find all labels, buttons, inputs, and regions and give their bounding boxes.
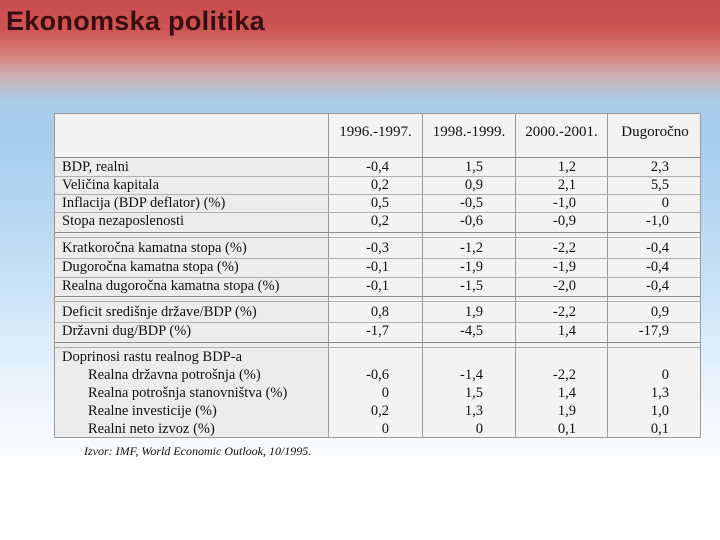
- row-label: Inflacija (BDP deflator) (%): [62, 195, 226, 211]
- cell-value: 0,8: [370, 304, 389, 320]
- cell-value: 0,1: [557, 421, 576, 437]
- row-label: Veličina kapitala: [62, 177, 160, 193]
- cell-value: 0,2: [370, 403, 389, 419]
- cell-value: 1,3: [650, 385, 669, 401]
- cell-value: 0,5: [370, 195, 389, 211]
- table-row: [55, 277, 700, 295]
- cell-value: -1,2: [460, 240, 483, 256]
- column-header: 2000.-2001.: [525, 124, 598, 140]
- cell-value: -0,3: [366, 240, 389, 256]
- row-label: Deficit središnje države/BDP (%): [62, 304, 257, 320]
- table-row: [55, 384, 700, 402]
- economic-indicators-table: [54, 113, 701, 438]
- cell-value: 1,0: [650, 403, 669, 419]
- cell-value: -0,1: [366, 278, 389, 294]
- table-row: [55, 158, 700, 176]
- table-row: [55, 366, 700, 384]
- source-note: Izvor: IMF, World Economic Outlook, 10/1995.: [84, 444, 312, 458]
- cell-value: -2,2: [553, 304, 576, 320]
- cell-value: 0,9: [464, 177, 483, 193]
- cell-value: -0,6: [460, 213, 483, 229]
- table-row: [55, 258, 700, 276]
- row-label: Realni neto izvoz (%): [88, 421, 215, 437]
- cell-value: 0,2: [370, 213, 389, 229]
- column-header: 1996.-1997.: [339, 124, 412, 140]
- cell-value: -0,5: [460, 195, 483, 211]
- cell-value: 1,3: [464, 403, 483, 419]
- cell-value: -0,4: [646, 240, 669, 256]
- row-label: Dugoročna kamatna stopa (%): [62, 259, 239, 275]
- table-row: [55, 420, 700, 438]
- cell-value: -0,4: [366, 159, 389, 175]
- slide-title: Ekonomska politika: [6, 6, 265, 36]
- cell-value: -0,4: [646, 259, 669, 275]
- cell-value: -0,6: [366, 367, 389, 383]
- cell-value: -1,0: [646, 213, 669, 229]
- cell-value: -0,9: [553, 213, 576, 229]
- cell-value: -17,9: [638, 323, 669, 339]
- cell-value: -1,4: [460, 367, 483, 383]
- cell-value: -1,7: [366, 323, 389, 339]
- cell-value: 0: [661, 367, 669, 383]
- cell-value: 1,9: [557, 403, 576, 419]
- table-row: [55, 402, 700, 420]
- column-header: Dugoročno: [621, 124, 689, 140]
- table-row: [55, 239, 700, 257]
- row-label: BDP, realni: [62, 159, 129, 175]
- row-label: Realna potrošnja stanovništva (%): [88, 385, 288, 401]
- cell-value: -0,4: [646, 278, 669, 294]
- cell-value: 1,5: [464, 159, 483, 175]
- cell-value: 0,9: [650, 304, 669, 320]
- cell-value: -2,2: [553, 240, 576, 256]
- cell-value: -1,0: [553, 195, 576, 211]
- cell-value: 0: [381, 421, 389, 437]
- row-label: Realna državna potrošnja (%): [88, 367, 261, 383]
- cell-value: -1,5: [460, 278, 483, 294]
- row-label: Stopa nezaposlenosti: [62, 213, 185, 229]
- cell-value: 0,2: [370, 177, 389, 193]
- cell-value: 1,9: [464, 304, 483, 320]
- cell-value: 2,1: [557, 177, 576, 193]
- table-row: [55, 348, 700, 366]
- cell-value: -2,0: [553, 278, 576, 294]
- cell-value: -0,1: [366, 259, 389, 275]
- table-row: [55, 322, 700, 340]
- group-rule: [55, 342, 700, 343]
- cell-value: 0,1: [650, 421, 669, 437]
- group-rule: [55, 301, 700, 302]
- cell-value: -4,5: [460, 323, 483, 339]
- cell-value: 1,4: [557, 323, 576, 339]
- table-row: [55, 194, 700, 212]
- cell-value: 0: [661, 195, 669, 211]
- cell-value: -2,2: [553, 367, 576, 383]
- table-row: [55, 176, 700, 194]
- row-label: Realna dugoročna kamatna stopa (%): [62, 278, 280, 294]
- row-label: Realne investicije (%): [88, 403, 217, 419]
- cell-value: 1,5: [464, 385, 483, 401]
- row-label: Kratkoročna kamatna stopa (%): [62, 240, 247, 256]
- table-row: [55, 212, 700, 230]
- cell-value: -1,9: [553, 259, 576, 275]
- group-rule: [55, 237, 700, 238]
- column-header: 1998.-1999.: [432, 124, 506, 140]
- cell-value: -1,9: [460, 259, 483, 275]
- cell-value: 1,4: [557, 385, 576, 401]
- group-rule: [55, 296, 700, 297]
- cell-value: 5,5: [650, 177, 669, 193]
- group-heading: Doprinosi rastu realnog BDP-a: [62, 349, 243, 365]
- cell-value: 1,2: [557, 159, 576, 175]
- table-row: [55, 303, 700, 321]
- group-rule: [55, 232, 700, 233]
- cell-value: 0: [475, 421, 483, 437]
- cell-value: 0: [381, 385, 389, 401]
- cell-value: 2,3: [650, 159, 669, 175]
- row-label: Državni dug/BDP (%): [62, 323, 192, 339]
